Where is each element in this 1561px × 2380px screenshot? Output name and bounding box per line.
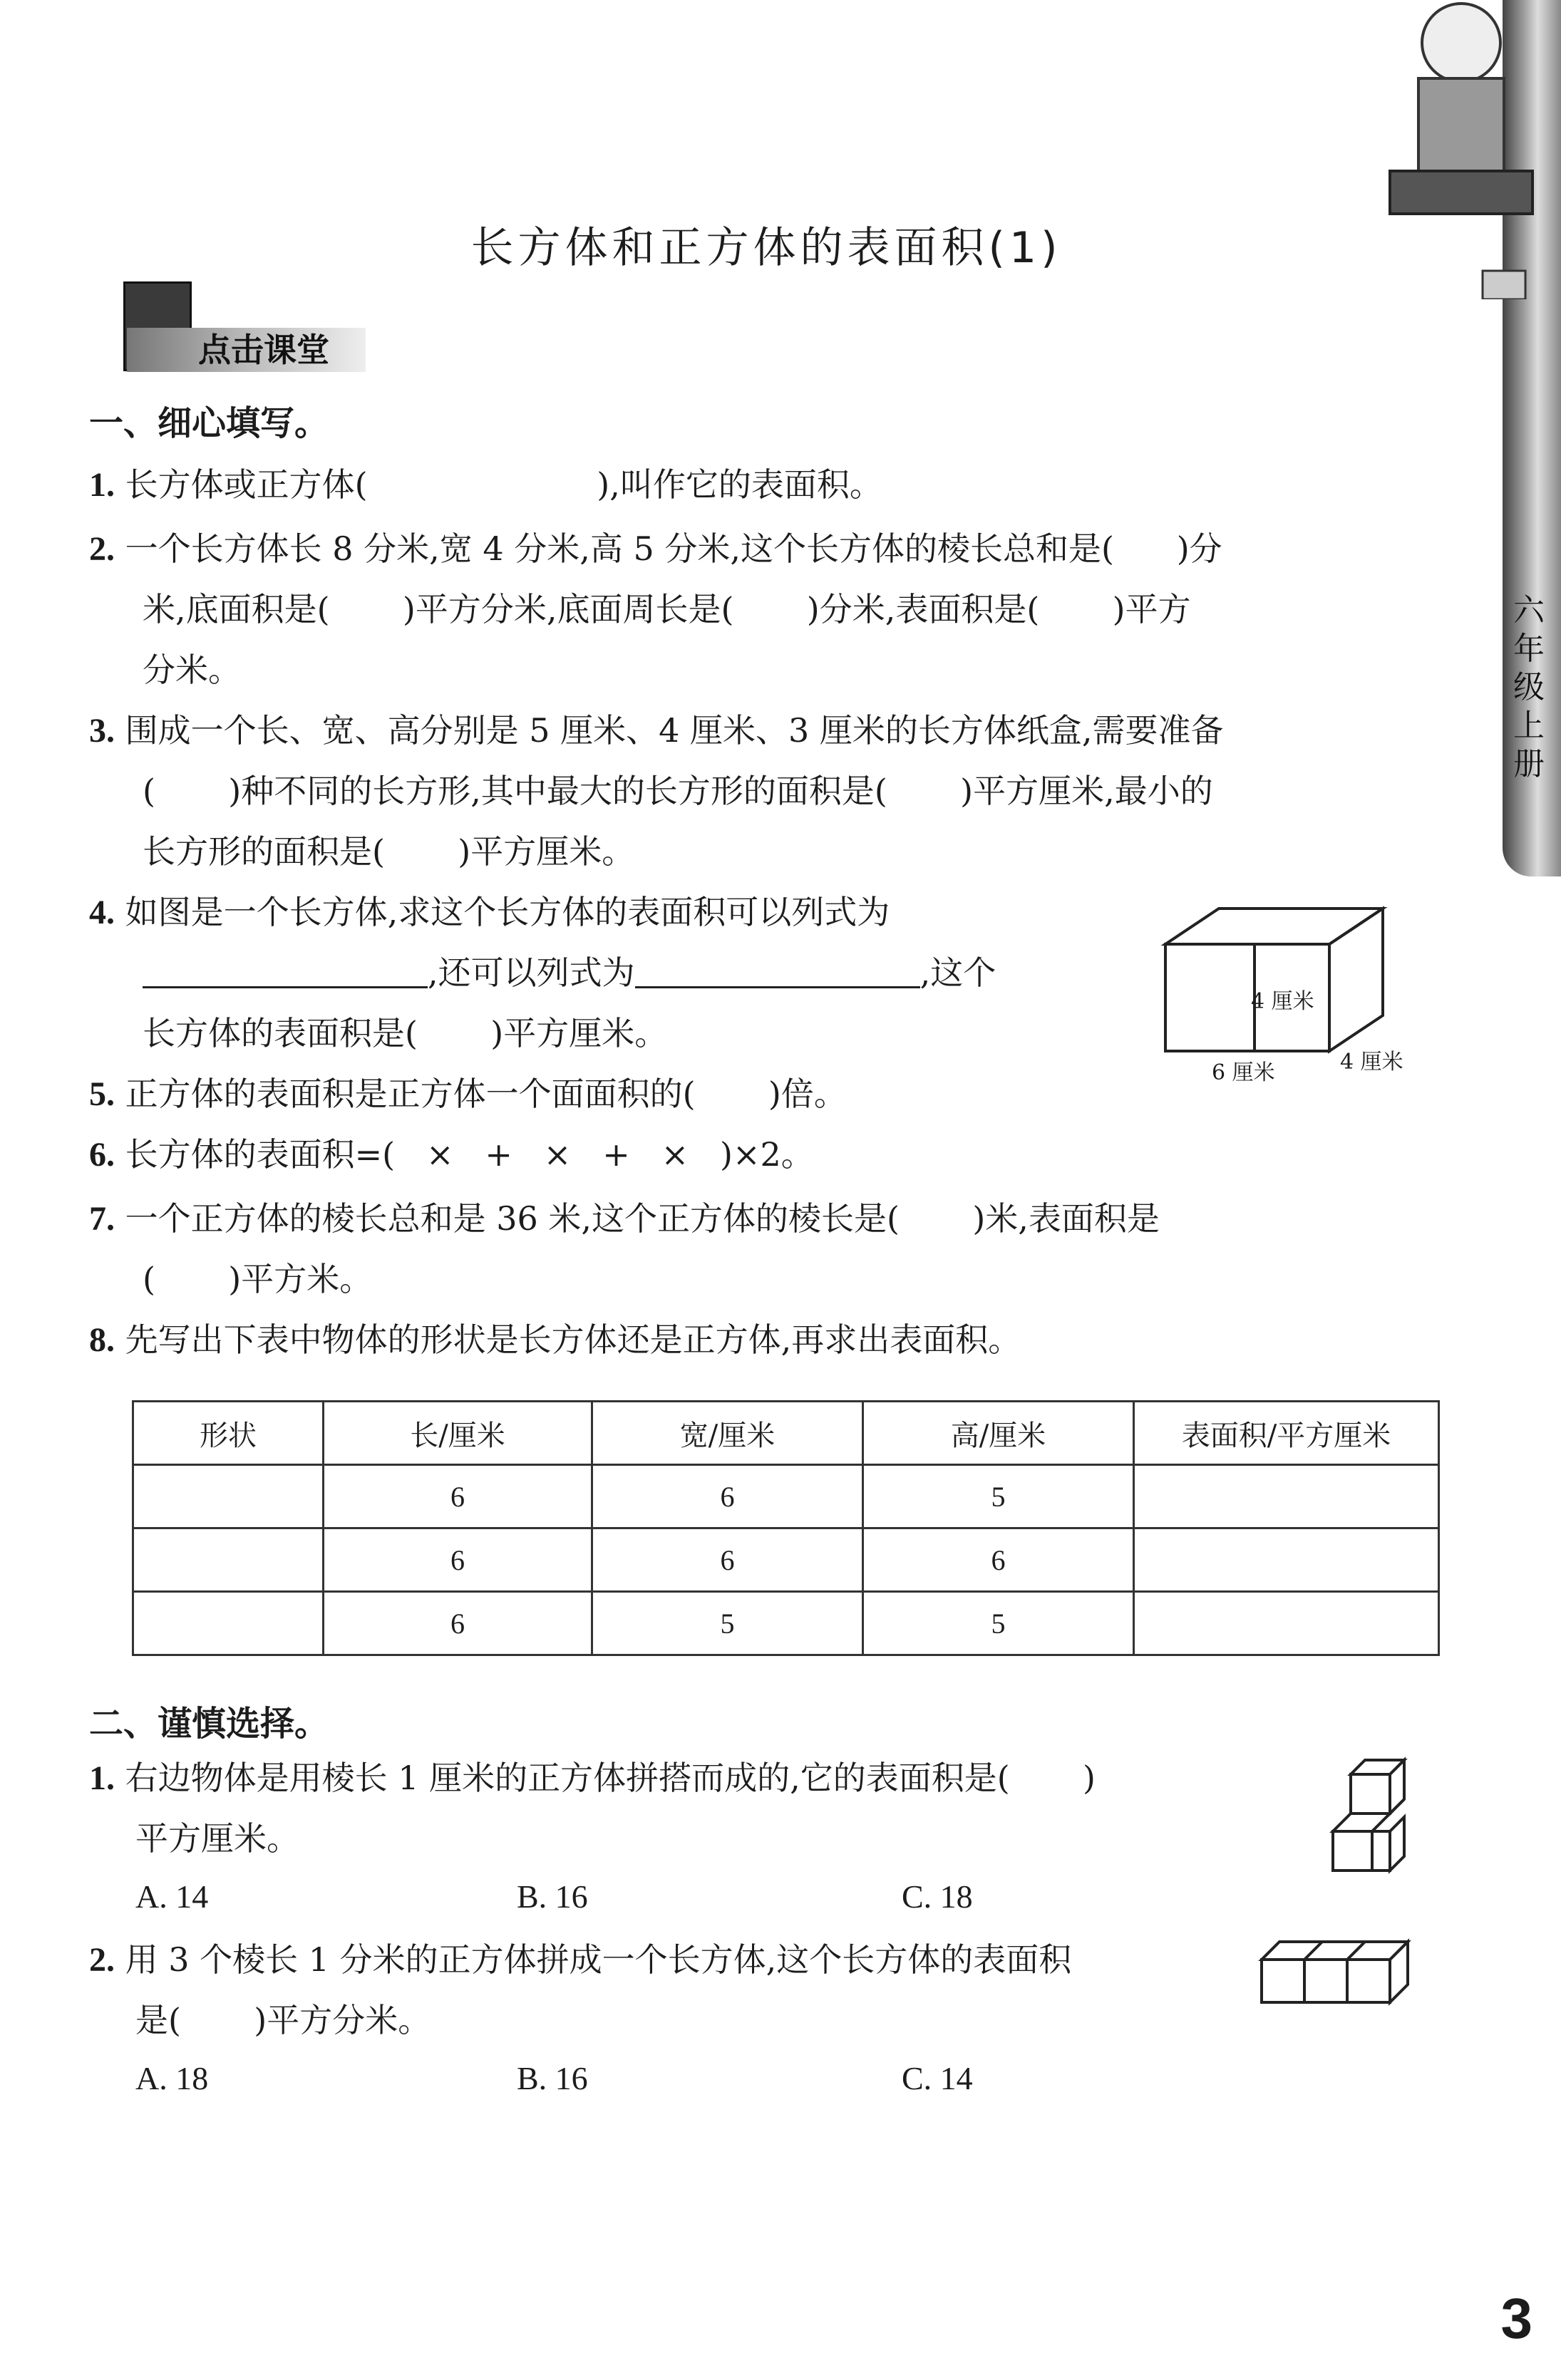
question-line: ( )平方米。 [143,1260,373,1298]
section-heading-choice: 二、谨慎选择。 [89,1704,329,1744]
question-line: 长方体的表面积是( )平方厘米。 [143,1014,668,1052]
shape-cell[interactable] [133,1465,324,1528]
table-header: 形状 [133,1402,324,1465]
length-label: 6 厘米 [1212,1060,1275,1085]
question-line: 4. 如图是一个长方体,求这个长方体的表面积可以列式为 [89,893,890,931]
lesson-banner [84,281,369,381]
table-row [133,1465,1439,1528]
height-cell: 5 [863,1592,1134,1655]
shape-cell[interactable] [133,1528,324,1592]
length-cell: 6 [324,1528,592,1592]
question-line: 5. 正方体的表面积是正方体一个面面积的( )倍。 [89,1075,847,1113]
option-b[interactable]: B. 16 [517,1878,588,1915]
table-header: 表面积/平方厘米 [1134,1402,1439,1465]
stacked-cubes-figure [1326,1753,1411,1881]
question-line: 7. 一个正方体的棱长总和是 36 米,这个正方体的棱长是( )米,表面积是 [89,1199,1160,1238]
area-cell[interactable] [1134,1465,1439,1528]
dimensions-table [132,1400,1440,1656]
section-heading-fill: 一、细心填写。 [89,403,329,443]
table-header-row [133,1402,1439,1465]
question-line: 长方形的面积是( )平方厘米。 [143,832,635,871]
page-title: 长方体和正方体的表面积(1) [470,223,1062,273]
width-cell: 5 [592,1592,863,1655]
length-cell: 6 [324,1592,592,1655]
height-cell: 5 [863,1465,1134,1528]
grade-label: 六 年 级 上 册 [1513,592,1545,782]
width-cell: 6 [592,1465,863,1528]
shape-cell[interactable] [133,1592,324,1655]
height-label: 4 厘米 [1251,989,1314,1014]
question-line: ,还可以列式为 ,这个 [143,951,1133,994]
question-line: 2. 一个长方体长 8 分米,宽 4 分米,高 5 分米,这个长方体的棱长总和是( )分 [89,529,1222,568]
cube-row-figure [1258,1938,1411,2009]
option-b[interactable]: B. 16 [517,2060,588,2096]
answer-blank[interactable] [143,958,428,988]
question-line: 是( )平方分米。 [135,2001,431,2039]
width-label: 4 厘米 [1340,1050,1403,1075]
question-line: 1. 长方体或正方体( ),叫作它的表面积。 [89,465,882,504]
table-header: 高/厘米 [863,1402,1134,1465]
question-line: 1. 右边物体是用棱长 1 厘米的正方体拼搭而成的,它的表面积是( ) [89,1759,1096,1797]
question-line: 3. 围成一个长、宽、高分别是 5 厘米、4 厘米、3 厘米的长方体纸盒,需要准备 [89,711,1224,750]
page-number: 3 [1500,2287,1532,2350]
width-cell: 6 [592,1528,863,1592]
banner-label: 点击课堂 [198,331,329,369]
area-cell[interactable] [1134,1528,1439,1592]
question-line: 8. 先写出下表中物体的形状是长方体还是正方体,再求出表面积。 [89,1320,1021,1359]
table-row [133,1528,1439,1592]
table-header: 宽/厘米 [592,1402,863,1465]
height-cell: 6 [863,1528,1134,1592]
question-line: 分米。 [143,651,241,689]
answer-blank[interactable] [635,958,920,988]
table-header: 长/厘米 [324,1402,592,1465]
option-a[interactable]: A. 18 [135,2060,209,2096]
question-line: 米,底面积是( )平方分米,底面周长是( )分米,表面积是( )平方 [143,590,1191,628]
question-line: 6. 长方体的表面积=( × + × + × )×2。 [89,1135,814,1174]
length-cell: 6 [324,1465,592,1528]
option-a[interactable]: A. 14 [135,1878,209,1915]
area-cell[interactable] [1134,1592,1439,1655]
question-line: 2. 用 3 个棱长 1 分米的正方体拼成一个长方体,这个长方体的表面积 [89,1940,1072,1979]
option-c[interactable]: C. 14 [902,2060,973,2096]
table-row [133,1592,1439,1655]
option-c[interactable]: C. 18 [902,1878,973,1915]
question-line: ( )种不同的长方形,其中最大的长方形的面积是( )平方厘米,最小的 [143,772,1213,810]
question-line: 平方厘米。 [135,1819,299,1858]
